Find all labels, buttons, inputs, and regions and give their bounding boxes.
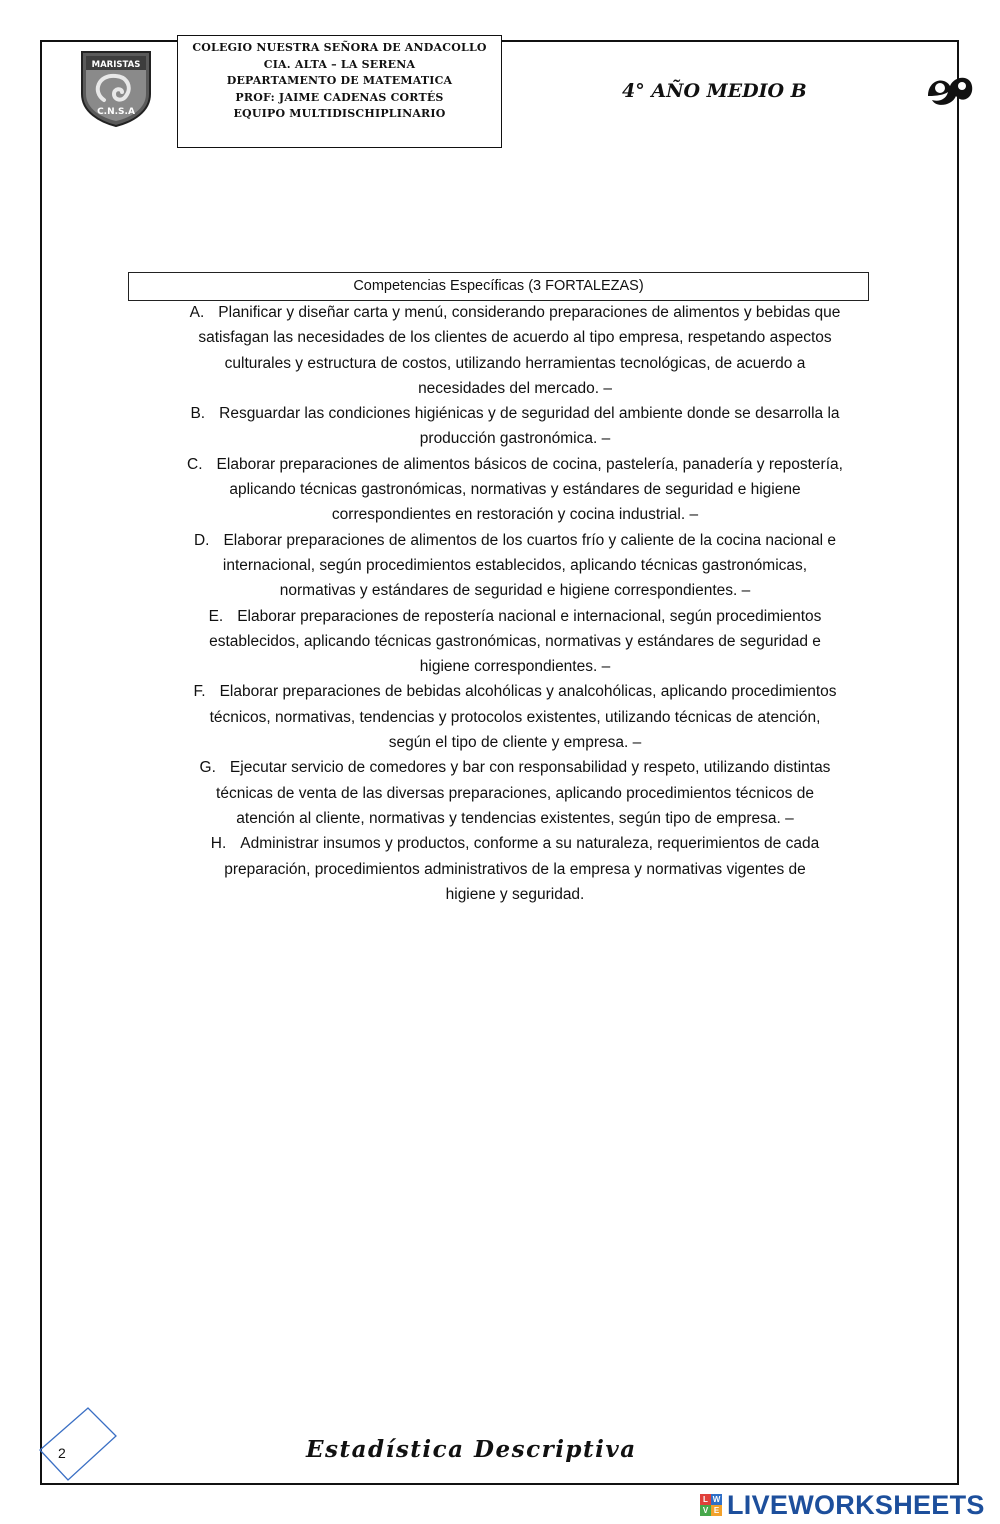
item-line: Elaborar preparaciones de alimentos básicos de cocina, pastelería, panadería y repostería, — [216, 455, 843, 473]
item-line: Elaborar preparaciones de repostería nacional e internacional, según procedimientos — [237, 607, 822, 625]
school-crest-logo — [76, 48, 156, 128]
item-letter: B. — [190, 405, 206, 423]
teacher: PROF: JAIME CADENAS CORTÉS — [235, 90, 444, 104]
item-line: culturales y estructura de costos, utilizando herramientas tecnológicas, de acuerdo a — [224, 354, 806, 372]
competency-item-a — [150, 300, 880, 401]
liveworksheets-brand[interactable] — [700, 1490, 985, 1520]
page-number: 2 — [58, 1445, 66, 1461]
item-letter: D. — [193, 531, 210, 549]
item-line: aplicando técnicas gastronómicas, normativas y estándares de seguridad e higiene — [229, 481, 801, 499]
item-line: según el tipo de cliente y empresa. – — [388, 734, 642, 752]
item-letter: A. — [189, 304, 205, 321]
competency-item-b — [150, 401, 880, 452]
item-line: Administrar insumos y productos, conforme a su naturaleza, requerimientos de cada — [240, 835, 820, 853]
footer-title: Estadística Descriptiva — [306, 1436, 637, 1463]
item-line: técnicos, normativas, tendencias y protocolos existentes, utilizando técnicas de atención, — [209, 708, 821, 726]
liveworksheets-logo-icon: L W V E — [700, 1494, 722, 1516]
item-line: técnicas de venta de las diversas preparaciones, aplicando procedimientos técnicos de — [216, 784, 814, 802]
crest-top-text: MARISTAS — [91, 60, 141, 70]
item-letter: G. — [199, 759, 216, 777]
item-letter: H. — [210, 835, 227, 853]
item-line: producción gastronómica. – — [419, 430, 611, 448]
item-line: Elaborar preparaciones de bebidas alcohólicas y analcohólicas, aplicando procedimientos — [219, 683, 837, 701]
school-header-box — [177, 35, 502, 148]
item-line: Resguardar las condiciones higiénicas y de seguridad del ambiente donde se desarrolla la — [219, 405, 840, 423]
item-line: correspondientes en restoración y cocina industrial. – — [331, 506, 699, 524]
team: EQUIPO MULTIDISCHIPLINARIO — [233, 107, 446, 120]
item-line: normativas y estándares de seguridad e higiene correspondientes. – — [279, 582, 751, 600]
school-address: CIA. ALTA – LA SERENA — [263, 57, 416, 71]
item-line: higiene y seguridad. — [445, 885, 585, 903]
competency-item-d — [150, 528, 880, 604]
item-line: Planificar y diseñar carta y menú, considerando preparaciones de alimentos y bebidas que — [218, 304, 841, 321]
item-letter: F. — [193, 683, 206, 701]
competency-item-h — [150, 831, 880, 907]
item-line: establecidos, aplicando técnicas gastronómicas, normativas y estándares de seguridad e — [209, 632, 821, 650]
competencies-list — [150, 300, 880, 907]
item-letter: C. — [187, 455, 203, 473]
school-name: COLEGIO NUESTRA SEÑORA DE ANDACOLLO — [192, 41, 487, 54]
item-line: atención al cliente, normativas y tendencias existentes, según tipo de empresa. – — [236, 809, 794, 827]
brand-name: LIVEWORKSHEETS — [727, 1489, 985, 1520]
crest-bottom-text: C.N.S.A — [97, 107, 135, 117]
competency-item-c — [150, 452, 880, 528]
item-line: satisfagan las necesidades de los clientes de acuerdo al tipo empresa, respetando aspectos — [198, 329, 832, 347]
competency-item-f — [150, 679, 880, 755]
item-letter: E. — [208, 607, 224, 625]
department: DEPARTAMENTO DE MATEMATICA — [226, 74, 453, 87]
item-line: internacional, según procedimientos establecidos, aplicando técnicas gastronómicas, — [222, 556, 808, 574]
item-line: higiene correspondientes. – — [419, 658, 611, 676]
item-line: Ejecutar servicio de comedores y bar con responsabilidad y respeto, utilizando distintas — [229, 759, 831, 777]
decorative-swirl-icon — [924, 66, 976, 110]
competency-item-e — [150, 604, 880, 680]
competency-item-g — [150, 755, 880, 831]
item-line: preparación, procedimientos administrativos de la empresa y normativas vigentes de — [224, 860, 806, 878]
item-line: Elaborar preparaciones de alimentos de los cuartos frío y caliente de la cocina nacional e — [223, 531, 837, 549]
page-tab-shape — [38, 1400, 128, 1490]
grade-title: 4° AÑO MEDIO B — [622, 80, 807, 102]
item-line: necesidades del mercado. – — [418, 379, 612, 397]
competencies-title: Competencias Específicas (3 FORTALEZAS) — [128, 272, 869, 301]
